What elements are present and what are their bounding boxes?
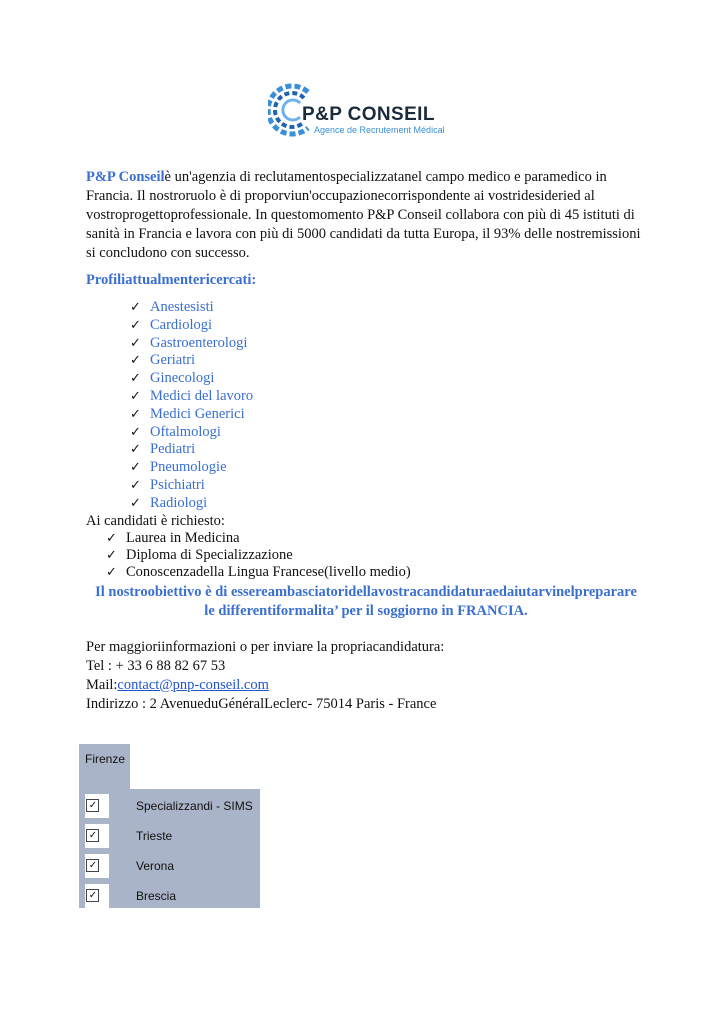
check-icon: ✓ <box>130 495 141 511</box>
profile-item <box>130 441 646 459</box>
profile-label: Ginecologi <box>150 370 215 387</box>
check-icon: ✓ <box>130 353 141 369</box>
requirements-heading: Ai candidati è richiesto: <box>86 512 225 529</box>
requirement-item <box>106 530 646 547</box>
check-icon: ✓ <box>130 371 141 387</box>
brand-name: P&P Conseil <box>86 169 165 185</box>
contact-address: Indirizzo : 2 AvenueduGénéralLeclerc- 75014 Paris - France <box>86 695 437 712</box>
check-icon: ✓ <box>130 335 141 351</box>
requirement-item <box>106 564 646 581</box>
profile-label: Radiologi <box>150 494 208 511</box>
profile-item <box>130 459 646 477</box>
checkbox-check-icon: ✓ <box>86 889 99 902</box>
profile-label: Medici del lavoro <box>150 387 254 404</box>
goal-statement <box>78 583 654 621</box>
logo-wordmark: P&P CONSEIL <box>302 104 435 125</box>
profile-label: Anestesisti <box>150 299 214 315</box>
city-label: Specializzandi - SIMS <box>136 799 253 813</box>
city-row <box>79 881 260 911</box>
profile-item <box>130 352 646 370</box>
requirement-label: Diploma di Specializzazione <box>126 546 293 563</box>
contact-intro: Per maggioriinformazioni o per inviare la propriacandidatura: <box>86 638 445 655</box>
profile-label: Cardiologi <box>150 316 213 333</box>
city-row <box>79 851 260 881</box>
city-checkbox[interactable] <box>85 794 109 818</box>
checkbox-check-icon: ✓ <box>86 799 99 812</box>
profile-item <box>130 406 646 424</box>
profile-label: Pediatri <box>150 441 196 458</box>
profile-item <box>130 424 646 442</box>
city-label: Verona <box>136 859 175 873</box>
check-icon: ✓ <box>106 547 117 563</box>
city-row <box>79 821 260 851</box>
check-icon: ✓ <box>130 317 141 333</box>
profile-label: Oftalmologi <box>150 423 221 440</box>
profile-item <box>130 388 646 406</box>
contact-phone: Tel : + 33 6 88 82 67 53 <box>86 657 226 674</box>
goal-line-1: Il nostroobiettivo è di essereambasciatoridellavostracandidaturaedaiutarvinelpreparare <box>95 583 637 600</box>
check-icon: ✓ <box>130 424 141 440</box>
profile-label: Pneumologie <box>150 459 227 476</box>
requirement-item <box>106 547 646 564</box>
check-icon: ✓ <box>130 477 141 493</box>
document-body <box>86 168 646 714</box>
city-label: Trieste <box>136 829 173 843</box>
check-icon: ✓ <box>130 406 141 422</box>
profile-item <box>130 317 646 335</box>
city-checkbox[interactable] <box>85 884 109 908</box>
profile-item <box>130 370 646 388</box>
check-icon: ✓ <box>130 442 141 458</box>
city-label: Brescia <box>136 889 177 903</box>
profiles-list <box>86 299 646 513</box>
cities-list <box>79 789 260 908</box>
cities-form <box>79 744 260 908</box>
profile-item <box>130 477 646 495</box>
check-icon: ✓ <box>130 300 141 315</box>
check-icon: ✓ <box>106 530 117 546</box>
contact-mail-line <box>86 676 646 695</box>
requirement-label: Conoscenzadella Lingua Francese(livello medio) <box>126 563 411 580</box>
profile-item <box>130 495 646 513</box>
city-checkbox[interactable] <box>85 824 109 848</box>
profile-item <box>130 299 646 317</box>
profiles-heading: Profiliattualmentericercati: <box>86 272 257 288</box>
profile-label: Psichiatri <box>150 476 205 493</box>
checkbox-check-icon: ✓ <box>86 859 99 872</box>
logo-tagline: Agence de Recrutement Médical <box>314 125 445 135</box>
profile-label: Medici Generici <box>150 405 245 422</box>
contact-block <box>86 638 646 714</box>
city-checkbox[interactable] <box>85 854 109 878</box>
intro-paragraph <box>86 168 646 263</box>
email-link[interactable]: contact@pnp-conseil.com <box>117 676 269 693</box>
check-icon: ✓ <box>106 564 117 580</box>
profile-item <box>130 335 646 353</box>
mail-label: Mail: <box>86 676 118 693</box>
checkbox-check-icon: ✓ <box>86 829 99 842</box>
profile-label: Gastroenterologi <box>150 334 248 351</box>
intro-text: è un'agenzia di reclutamentospecializzatanel campo medico e paramedico in Francia. Il nostroruolo è di proporviun'occupazionecorrispondente ai vostridesideried al vostroprogettoprofessionale. In questomomento P&P Conseil collabora con più di 45 istituti di sanità in Francia e lavora con più di 5000 candidati da tutta Europa, il 93% delle nostremissioni si concludono con successo. <box>86 169 641 261</box>
city-row <box>79 791 260 821</box>
check-icon: ✓ <box>130 460 141 476</box>
goal-line-2: le differentiformalita’ per il soggiorno in FRANCIA. <box>204 602 528 619</box>
requirement-label: Laurea in Medicina <box>126 529 240 546</box>
requirements-list <box>86 530 646 581</box>
profile-label: Geriatri <box>150 352 196 369</box>
check-icon: ✓ <box>130 388 141 404</box>
cities-header: Firenze <box>79 744 130 789</box>
company-logo <box>268 80 468 140</box>
